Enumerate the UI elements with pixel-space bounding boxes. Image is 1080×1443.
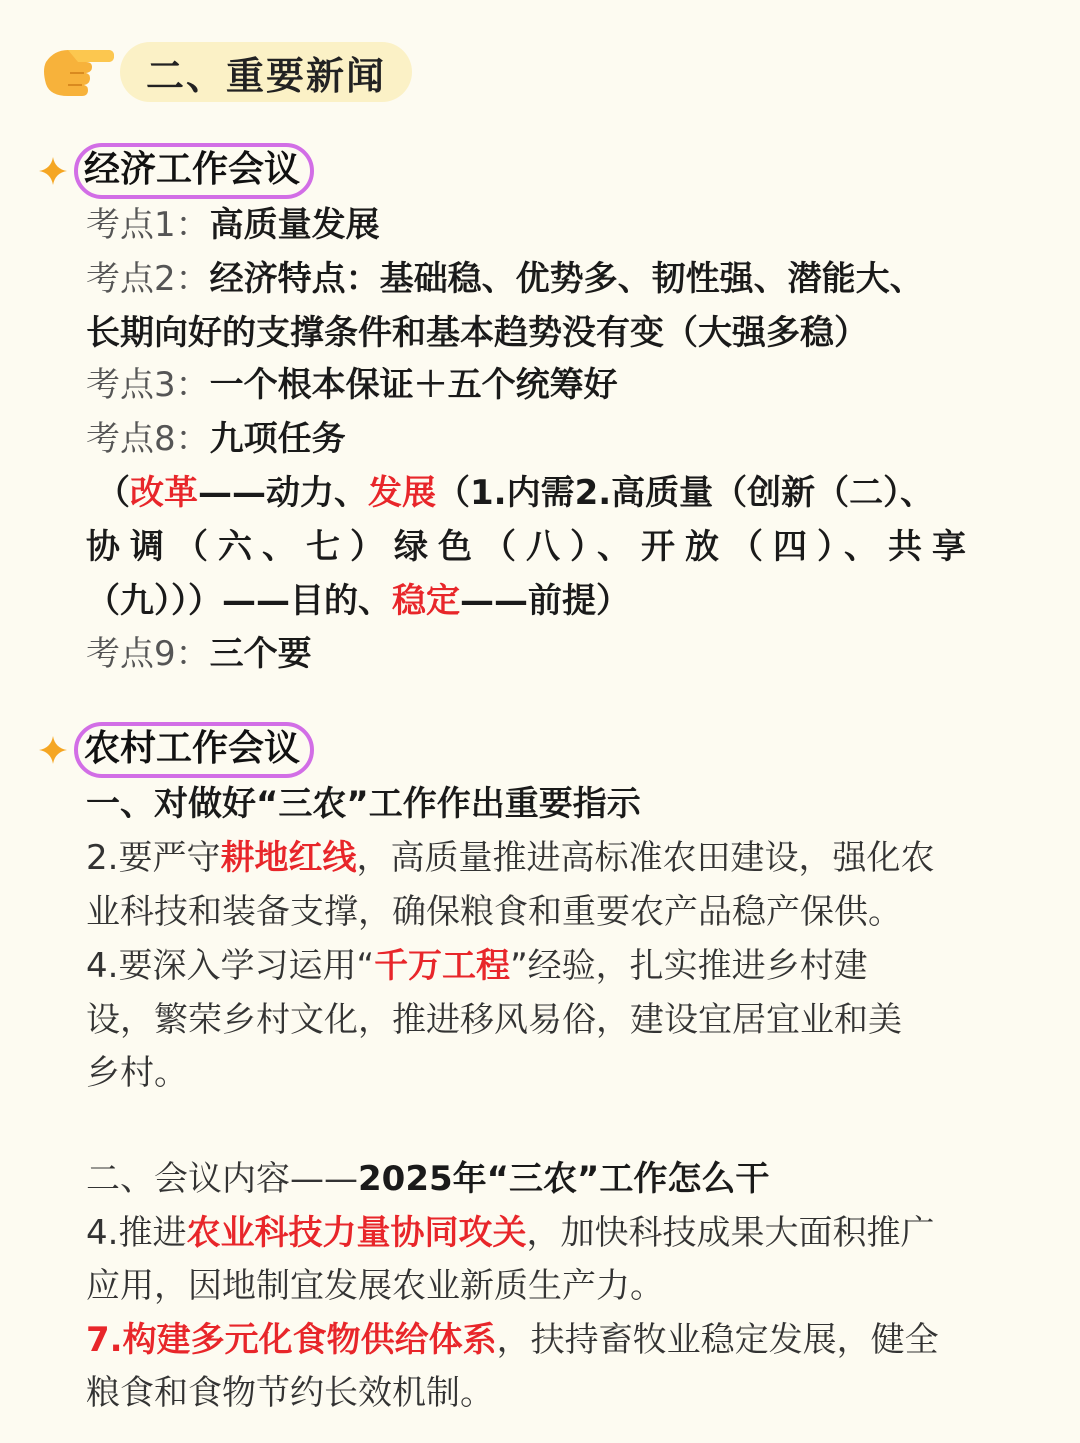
point-1: 考点1：高质量发展: [86, 205, 380, 245]
rural-p4-line-3: 乡村。: [86, 1053, 188, 1093]
section-header: [38, 40, 412, 104]
tasks-line-3: （九）））——目的、稳定——前提）: [86, 581, 630, 621]
rural-heading-1: 一、对做好“三农”工作作出重要指示: [86, 784, 641, 824]
point-3: 考点3：一个根本保证＋五个统筹好: [86, 365, 618, 405]
rural-q7-line-2: 粮食和食物节约长效机制。: [86, 1373, 494, 1413]
point-2: 考点2：经济特点：基础稳、优势多、韧性强、潜能大、: [86, 259, 924, 299]
pointing-hand-icon: [38, 40, 114, 104]
rural-p2-line-1: 2.要严守耕地红线，高质量推进高标准农田建设，强化农: [86, 838, 935, 878]
section-title-rural: [38, 722, 314, 778]
tasks-line-2: 协调（六、七）绿色（八）、开放（四）、共享: [86, 527, 976, 567]
economy-title: 经济工作会议: [74, 143, 314, 199]
section-header-title: 二、重要新闻: [120, 42, 412, 102]
rural-p4-line-1: 4.要深入学习运用“千万工程”经验，扎实推进乡村建: [86, 946, 868, 986]
rural-p2-line-2: 业科技和装备支撑，确保粮食和重要农产品稳产保供。: [86, 892, 902, 932]
sparkle-icon: [38, 156, 68, 186]
point-2-cont: 长期向好的支撑条件和基本趋势没有变（大强多稳）: [86, 313, 868, 353]
rural-q4-line-2: 应用，因地制宜发展农业新质生产力。: [86, 1266, 664, 1306]
rural-heading-2: 二、会议内容——2025年“三农”工作怎么干: [86, 1159, 770, 1199]
sparkle-icon: [38, 735, 68, 765]
tasks-line-1: （改革——动力、发展（1.内需2.高质量（创新（二）、: [96, 473, 935, 513]
rural-q4-line-1: 4.推进农业科技力量协同攻关，加快科技成果大面积推广: [86, 1213, 935, 1253]
point-9: 考点9：三个要: [86, 634, 312, 674]
section-title-economy: [38, 143, 314, 199]
rural-p4-line-2: 设，繁荣乡村文化，推进移风易俗，建设宜居宜业和美: [86, 1000, 902, 1040]
rural-q7-line-1: 7.构建多元化食物供给体系，扶持畜牧业稳定发展，健全: [86, 1320, 939, 1360]
rural-title: 农村工作会议: [74, 722, 314, 778]
point-8: 考点8：九项任务: [86, 419, 346, 459]
